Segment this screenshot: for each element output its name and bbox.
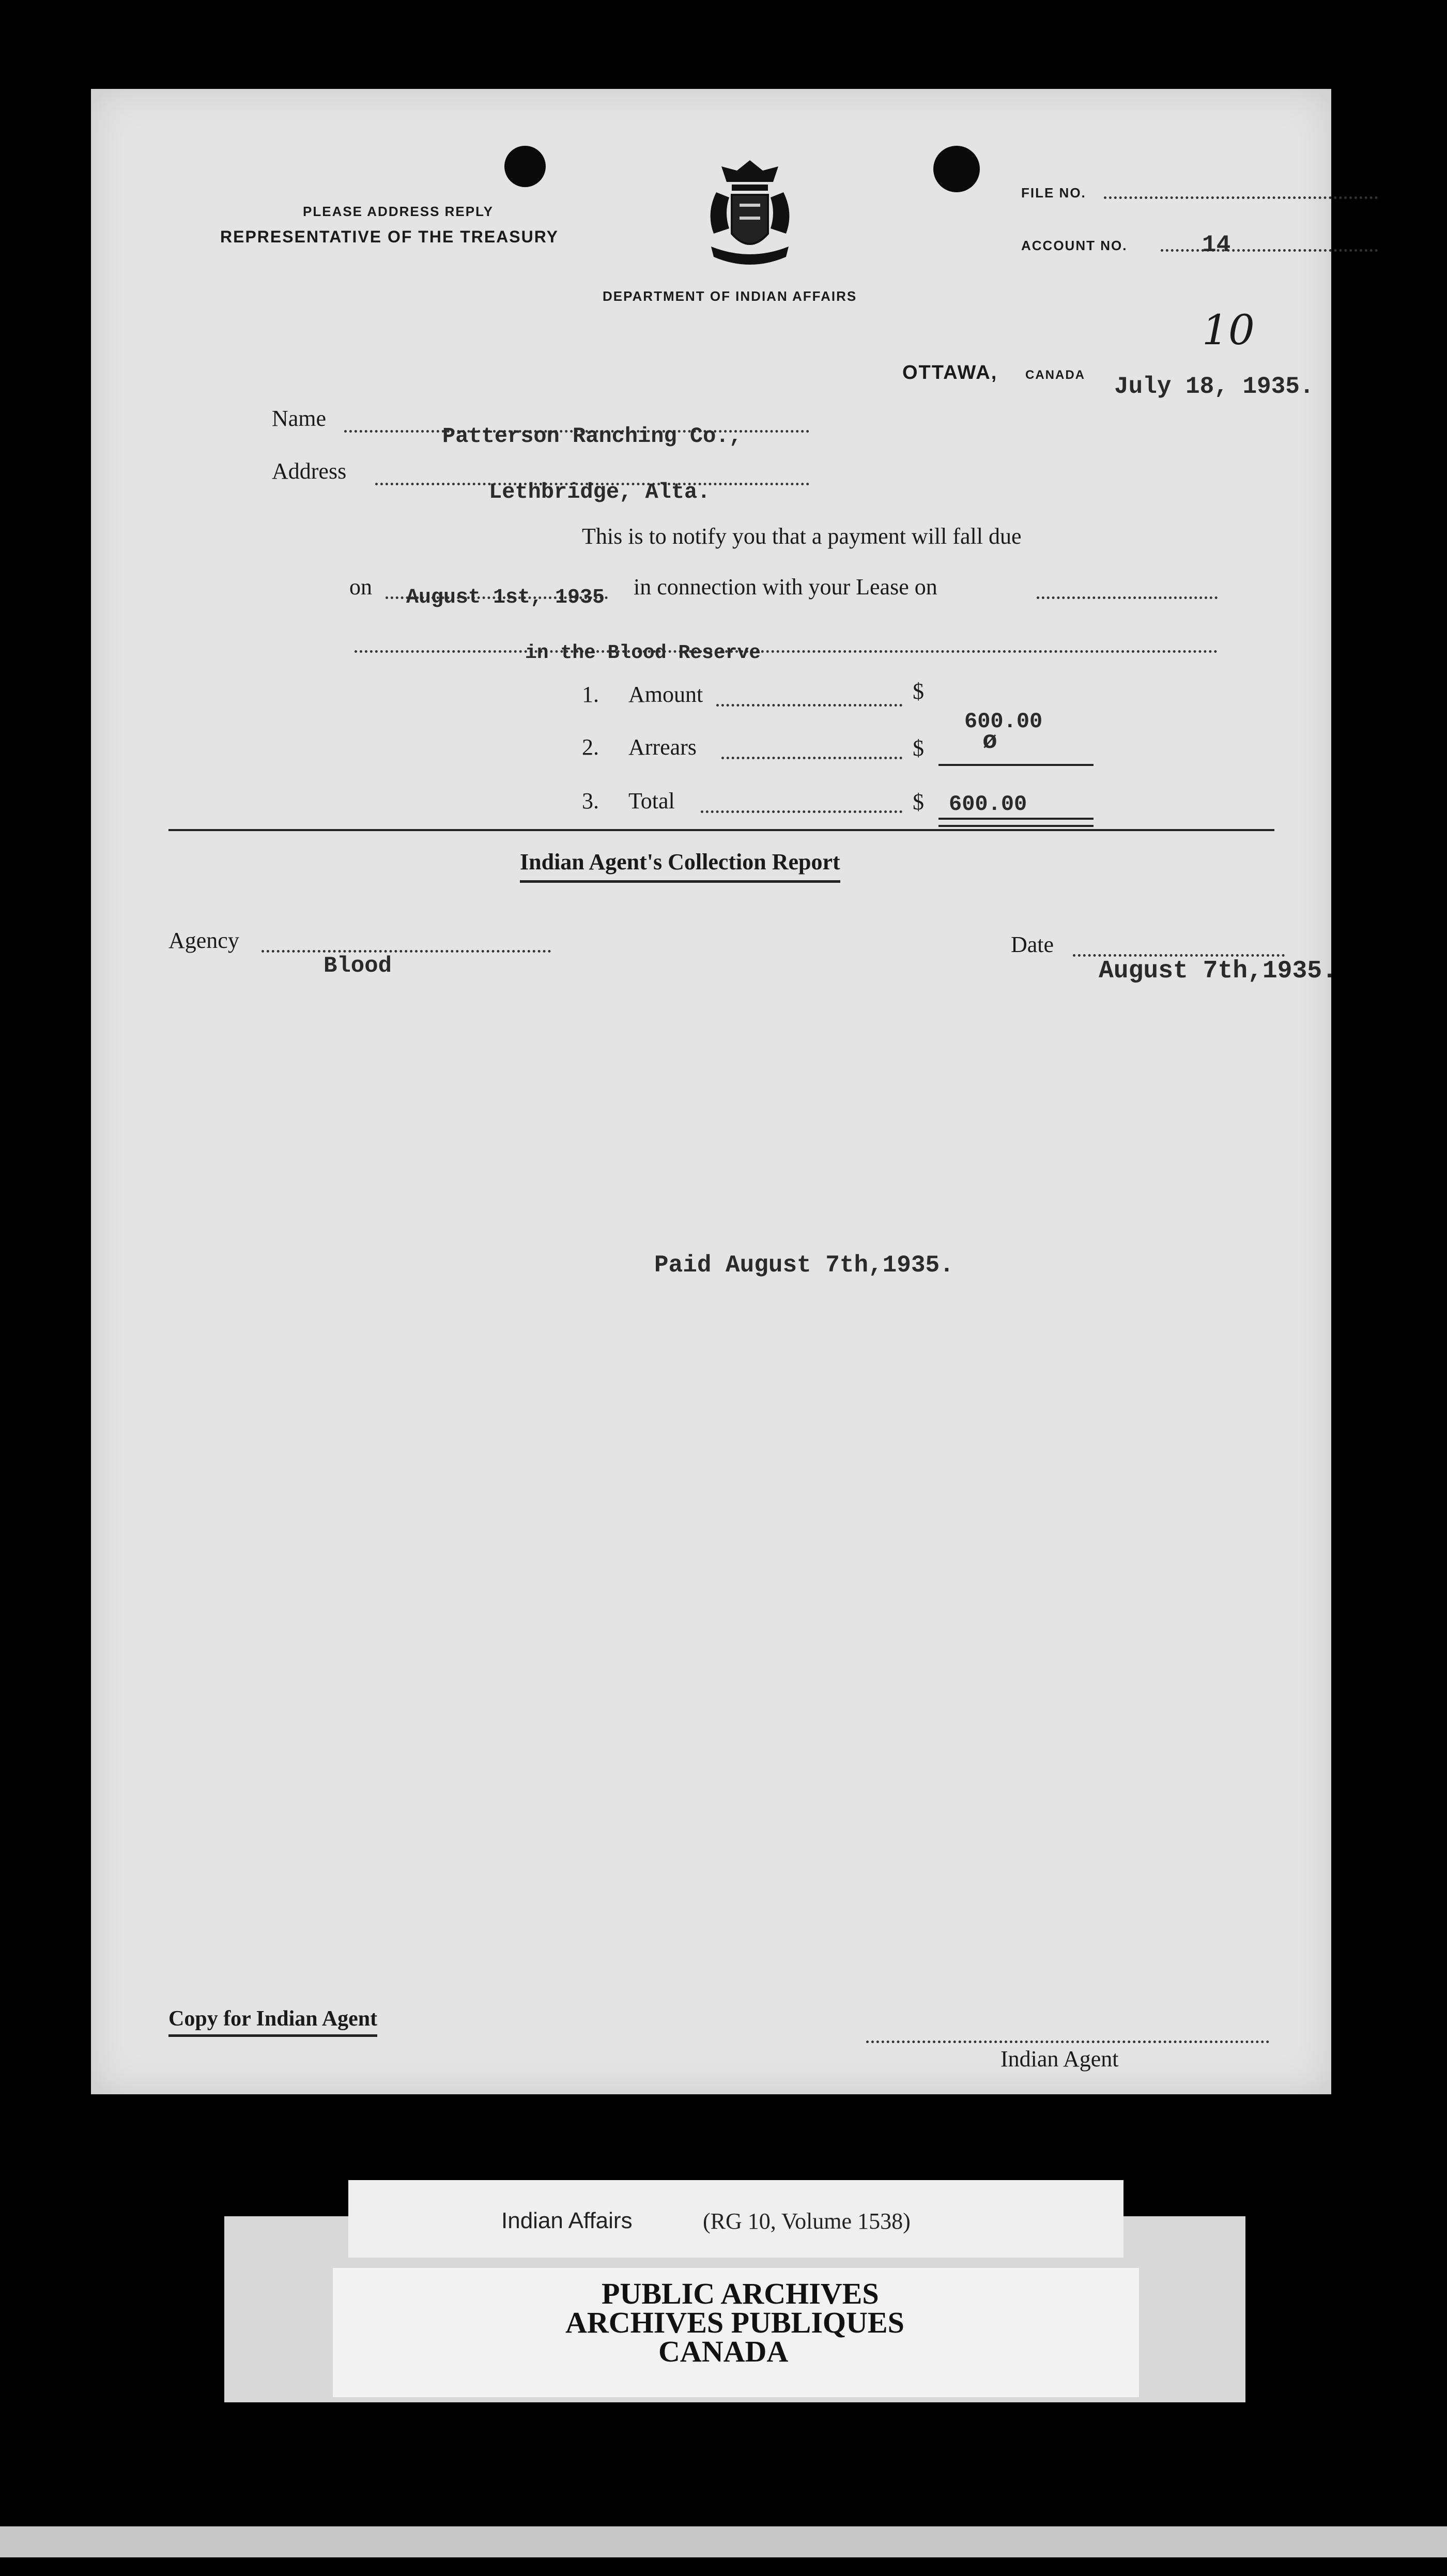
item-value: 600.00 [949,792,1027,817]
reply-line-2: REPRESENTATIVE OF THE TREASURY [220,227,559,246]
lease-text: in connection with your Lease on [634,574,937,600]
on-label: on [349,574,372,600]
address-label: Address [272,458,347,484]
agency-value: Blood [324,953,392,979]
report-title: Indian Agent's Collection Report [520,849,840,883]
item-label: Total [628,788,675,814]
item-number: 1. [582,682,599,707]
account-no-value: 14 [1202,232,1231,258]
item-value: ø [982,728,997,756]
archive-label [224,2175,1245,2402]
letter-date: July 18, 1935. [1114,373,1314,400]
currency-sign: $ [913,735,924,761]
name-label: Name [272,406,327,431]
item-number: 3. [582,788,599,814]
reserve-value: in the Blood Reserve [525,642,761,664]
file-no-label: FILE NO. [1021,185,1086,201]
signature-line [866,2041,1269,2043]
item-label: Amount [628,682,703,707]
item-value: 600.00 [964,709,1043,734]
item-number: 2. [582,734,599,760]
currency-sign: $ [913,789,924,815]
document-page [91,89,1337,2094]
agency-label: Agency [168,928,239,953]
film-edge [0,2526,1447,2557]
currency-sign: $ [913,679,924,704]
due-date-value: August 1st, 1935 [406,586,605,609]
account-no-label: ACCOUNT NO. [1021,238,1128,253]
punch-hole-left [504,146,546,187]
report-date-value: August 7th,1935. [1099,957,1337,985]
copy-for-agent-label: Copy for Indian Agent [168,2006,377,2037]
name-value: Patterson Ranching Co., [442,424,742,449]
reply-line-1: PLEASE ADDRESS REPLY [303,204,494,219]
place-ottawa: OTTAWA, [902,362,998,384]
signature-label: Indian Agent [1000,2046,1119,2072]
address-value: Lethbridge, Alta. [489,480,711,504]
place-country: CANADA [1025,368,1085,382]
notify-text: This is to notify you that a payment will fall due [582,524,1022,549]
item-label: Arrears [628,734,697,760]
paid-note: Paid August 7th,1935. [654,1252,954,1279]
coat-of-arms-icon [701,156,799,275]
punch-hole-right [933,146,980,192]
archive-line-1: PUBLIC ARCHIVES [602,2277,879,2310]
section-divider [168,829,1274,831]
department-name: DEPARTMENT OF INDIAN AFFAIRS [603,288,857,304]
archive-line-2: ARCHIVES PUBLIQUES [565,2306,904,2339]
archive-reference: (RG 10, Volume 1538) [703,2209,911,2234]
archive-collection: Indian Affairs [501,2208,633,2233]
archive-line-3: CANADA [658,2335,789,2368]
date-label: Date [1011,932,1054,957]
handwritten-number: 10 [1202,306,1255,354]
